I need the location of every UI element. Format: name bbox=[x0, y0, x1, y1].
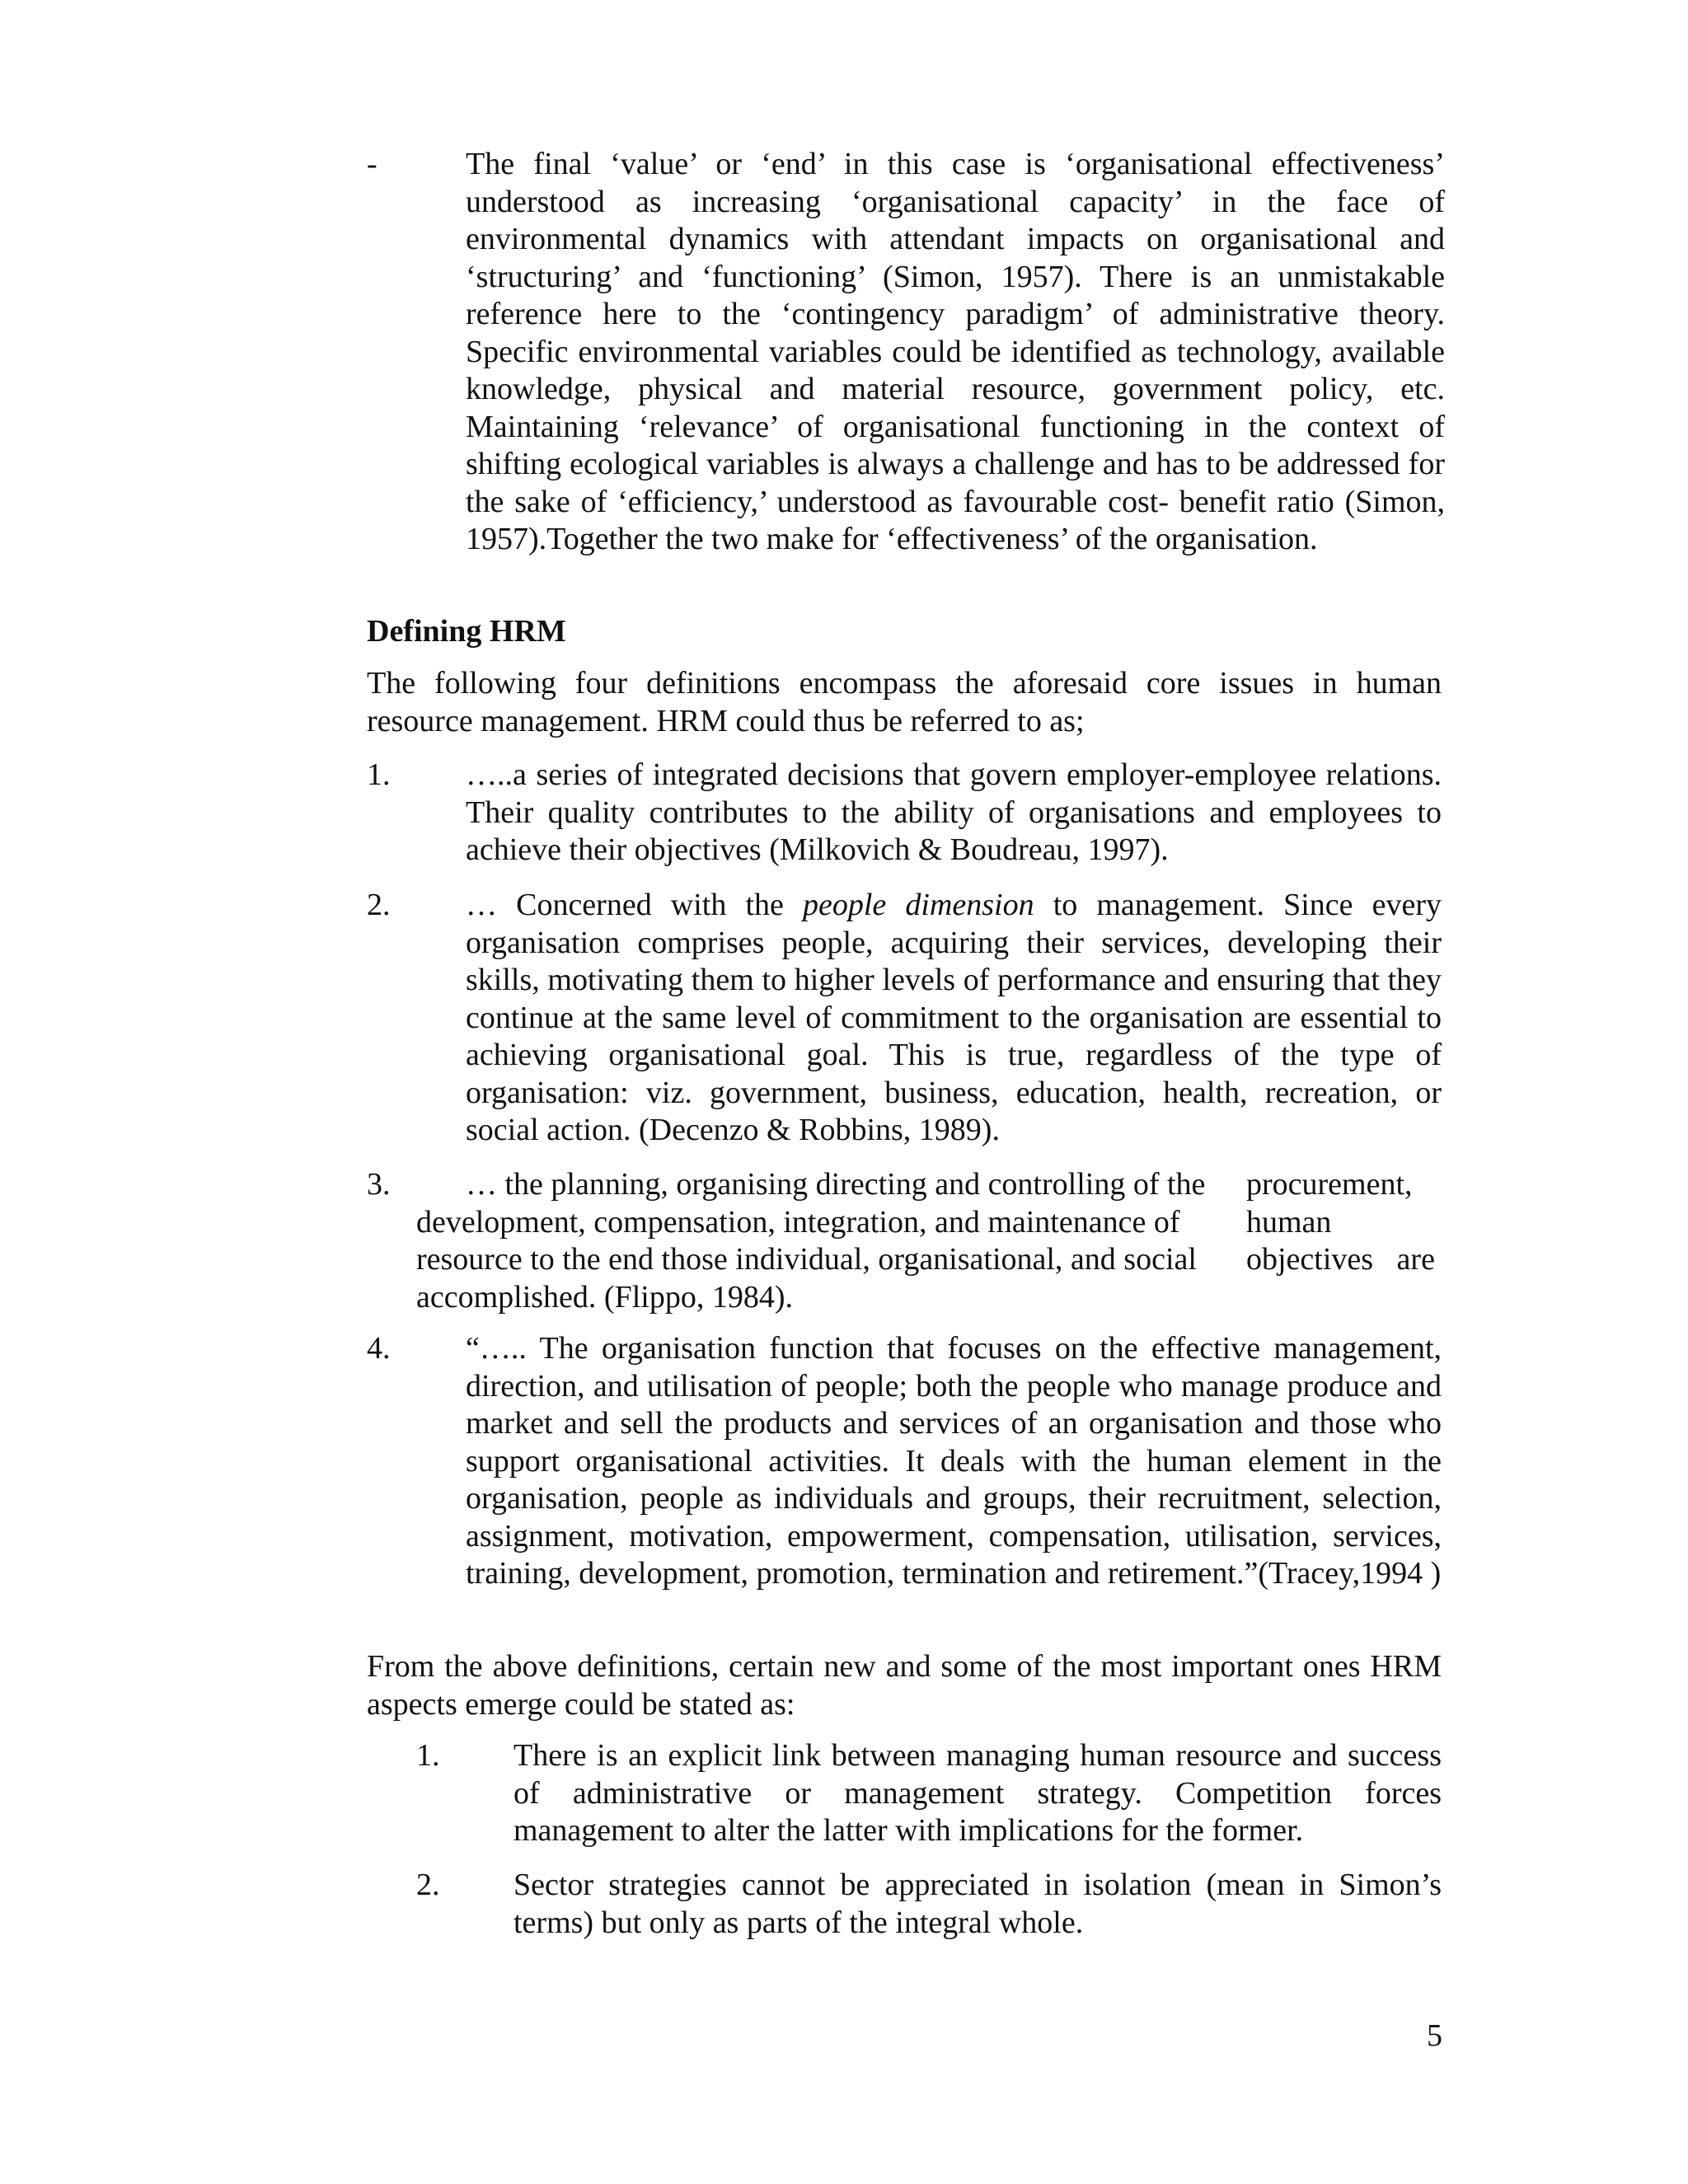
definition-number: 2. bbox=[367, 888, 391, 922]
definition-line: accomplished. (Flippo, 1984). bbox=[416, 1280, 793, 1315]
page-number: 5 bbox=[1427, 2018, 1442, 2053]
definition-text bbox=[466, 887, 1442, 1150]
definition-line-continuation: procurement, bbox=[1246, 1167, 1413, 1202]
bullet-marker: - bbox=[367, 147, 377, 181]
definition-text: …..a series of integrated decisions that govern employer-employee relations. Their quality contributes to the ability of organisations and employees to achieve their objectives (Milkovich & Boudreau, 1997). bbox=[466, 757, 1442, 867]
definition-line: … the planning, organising directing and controlling of the bbox=[466, 1167, 1206, 1202]
definition-number: 1. bbox=[367, 757, 391, 792]
definition-text: “….. The organisation function that focuses on the effective management, direction, and utilisation of people; both the people who manage produce and market and sell the products and services of an organisation and those who support organisational activities. It deals with the human element in the organisation, people as individuals and groups, their recruitment, selection, assignment, motivation, empowerment, compensation, utilisation, services, training, development, promotion, termination and retirement.”(Tracey,1994 ) bbox=[466, 1331, 1442, 1591]
summary-paragraph: From the above definitions, certain new and some of the most important ones HRM aspects emerge could be stated as: bbox=[367, 1649, 1442, 1722]
definition-text-end: to management. Since every organisation comprises people, acquiring their services, developing their skills, motivating them to higher levels of performance and ensuring that they continue at the same level of commitment to the organisation are essential to achieving organisational goal. This is true, regardless of the type of organisation: viz. government, business, education, health, recreation, or social action. (Decenzo & Robbins, 1989). bbox=[466, 888, 1442, 1147]
definition-line: development, compensation, integration, and maintenance of bbox=[416, 1205, 1180, 1240]
intro-paragraph: The following four definitions encompass the aforesaid core issues in human resource management. HRM could thus be referred to as; bbox=[367, 666, 1442, 738]
definition-line-continuation: human bbox=[1246, 1205, 1332, 1240]
aspect-text: There is an explicit link between managing human resource and success of administrative or management strategy. Competition forces management to alter the latter with implications for the former. bbox=[513, 1738, 1442, 1848]
definition-text-start: … Concerned with the bbox=[466, 888, 803, 922]
aspect-number: 2. bbox=[416, 1868, 440, 1902]
definition-emphasis: people dimension bbox=[802, 888, 1034, 922]
definition-number: 3. bbox=[367, 1167, 391, 1202]
definition-line: resource to the end those individual, organisational, and social bbox=[416, 1242, 1197, 1277]
section-heading: Defining HRM bbox=[367, 614, 566, 649]
definition-number: 4. bbox=[367, 1331, 391, 1366]
aspect-text: Sector strategies cannot be appreciated in isolation (mean in Simon’s terms) but only as parts of the integral whole. bbox=[513, 1868, 1442, 1940]
definition-line-continuation: objectives are bbox=[1246, 1242, 1435, 1277]
bullet-paragraph: The final ‘value’ or ‘end’ in this case is ‘organisational effectiveness’ understood as increasing ‘organisational capacity’ in the face of environmental dynamics with attendant impacts on organisational and ‘structuring’ and ‘functioning’ (Simon, 1957). There is an unmistakable reference here to the ‘contingency paradigm’ of administrative theory. Specific environmental variables could be identified as technology, available knowledge, physical and material resource, government policy, etc. Maintaining ‘relevance’ of organisational functioning in the context of shifting ecological variables is always a challenge and has to be addressed for the sake of ‘efficiency,’ understood as favourable cost- benefit ratio (Simon, 1957).Together the two make for ‘effectiveness’ of the organisation. bbox=[466, 147, 1445, 556]
aspect-number: 1. bbox=[416, 1738, 440, 1773]
